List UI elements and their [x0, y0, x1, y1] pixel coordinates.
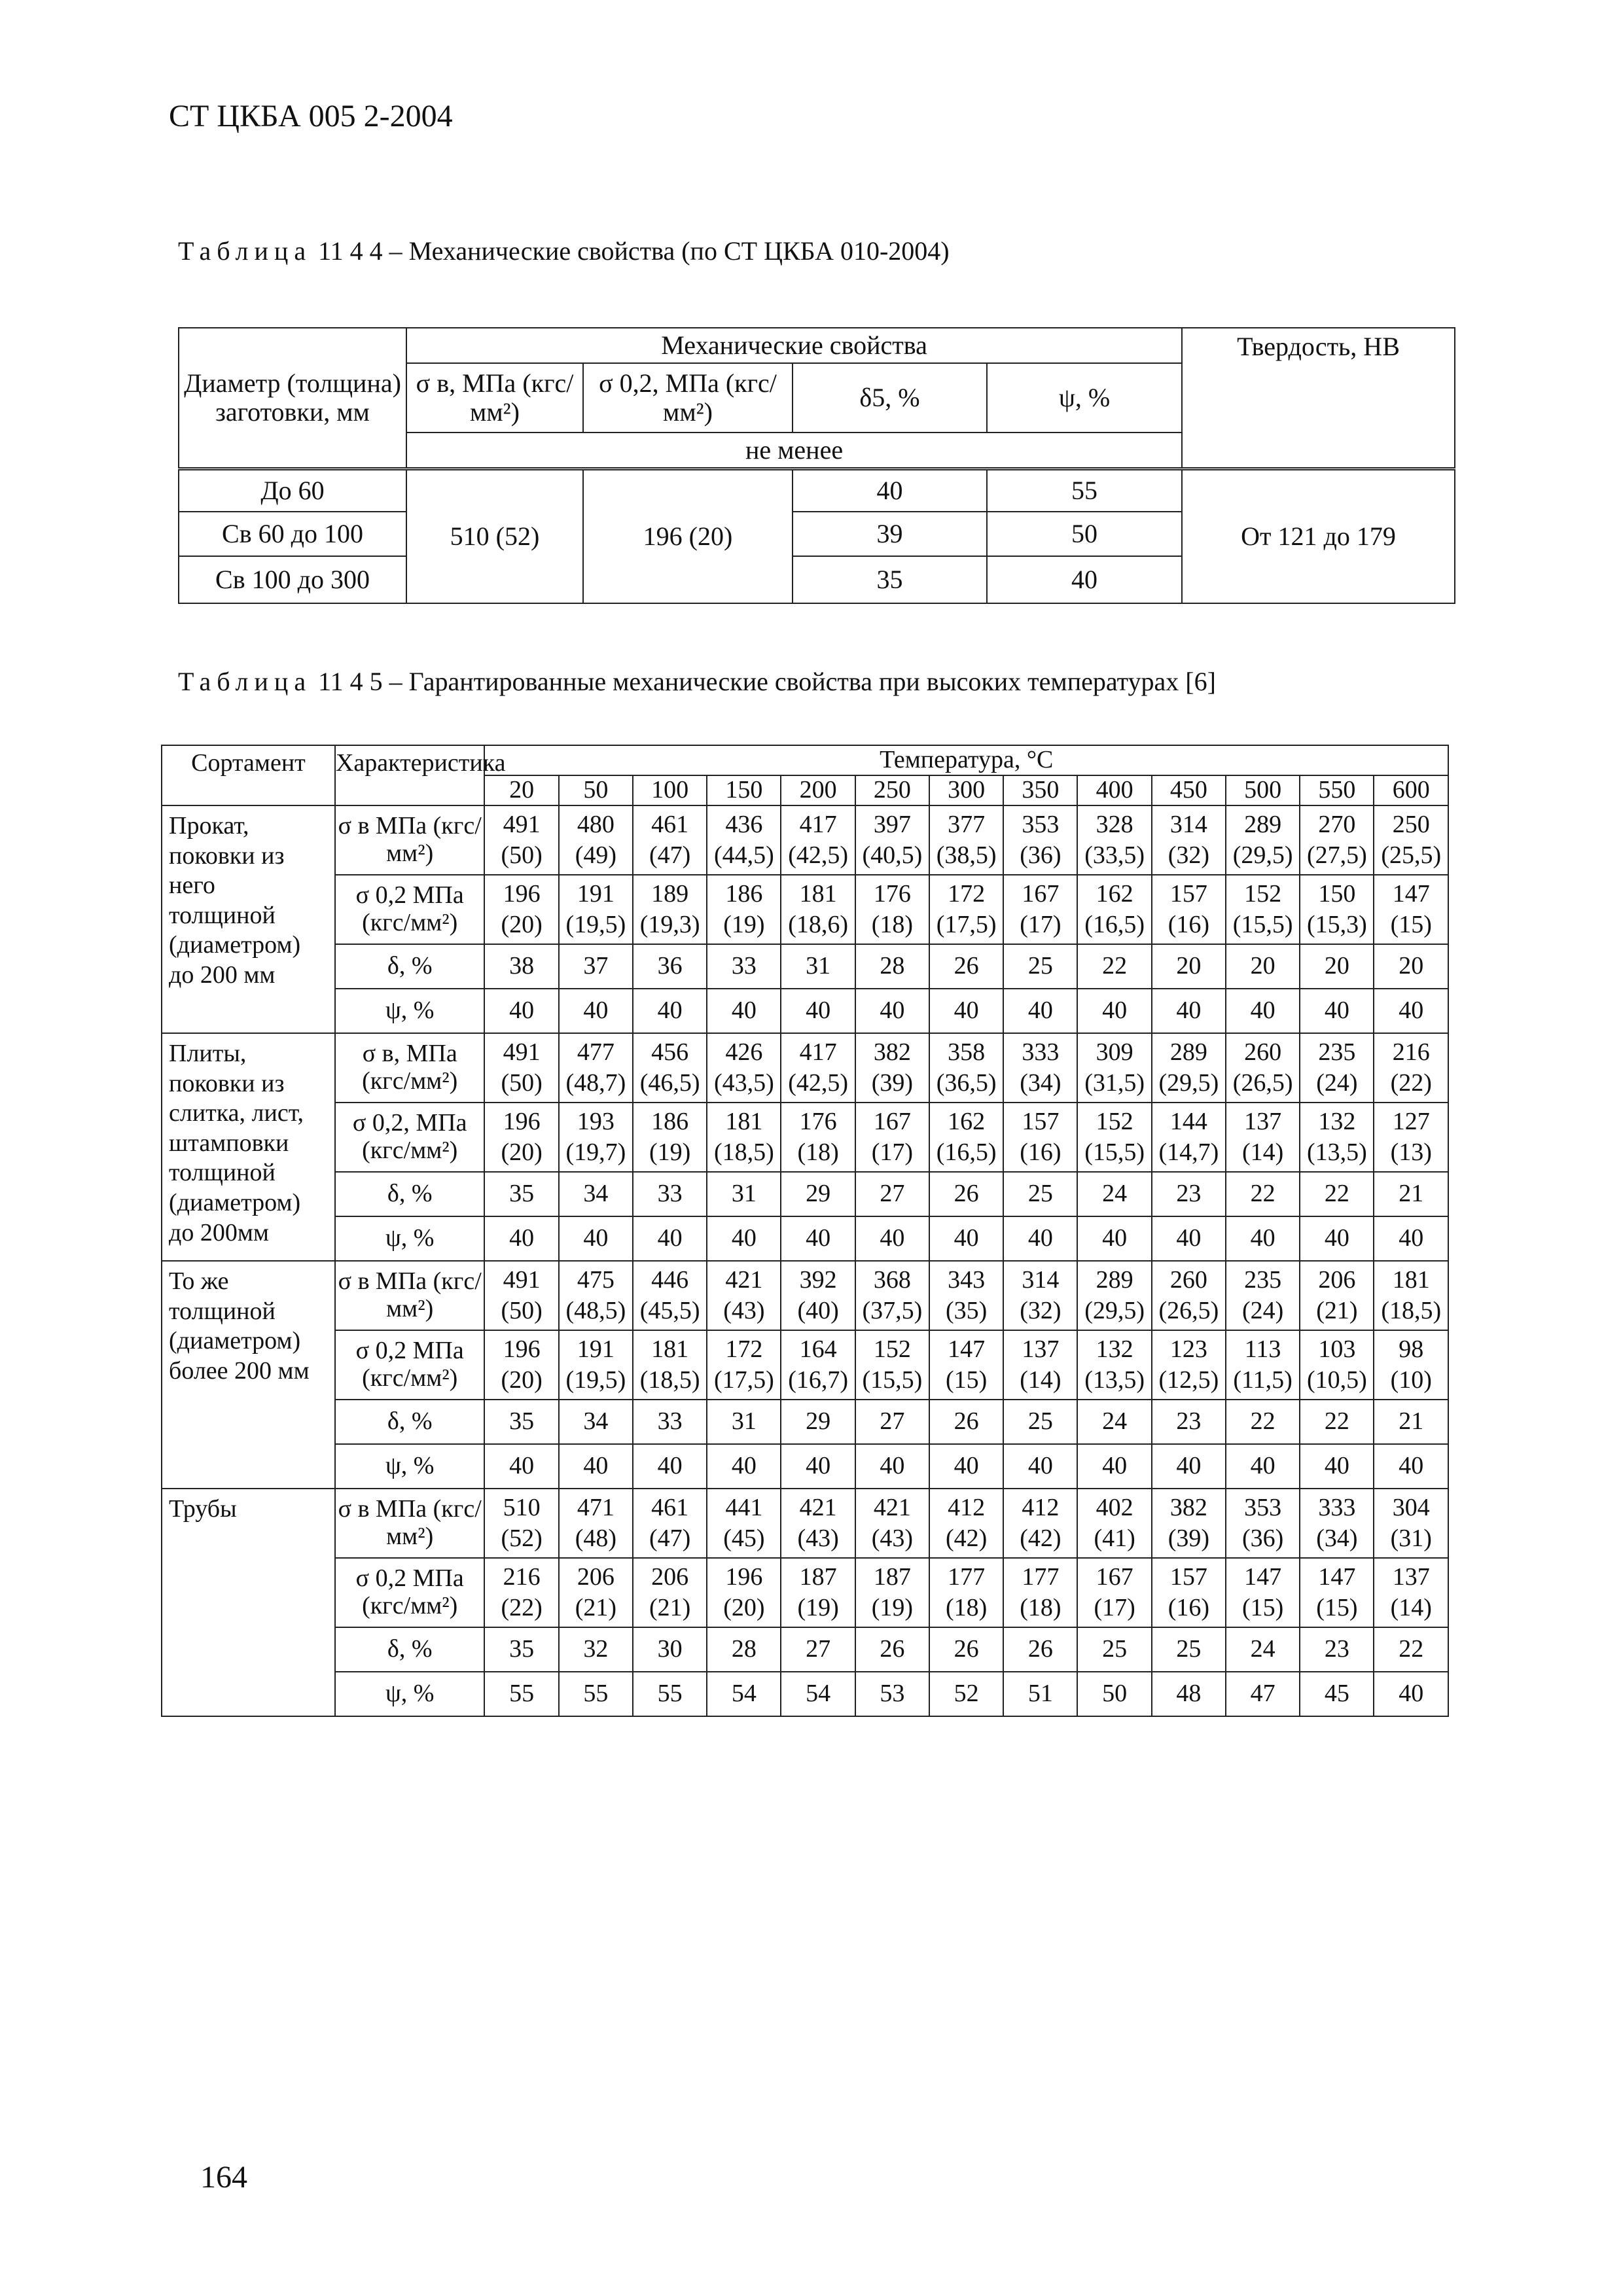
- value-cell: 417 (42,5): [781, 1033, 855, 1103]
- value-cell: 270 (27,5): [1300, 805, 1374, 875]
- value-cell: 309 (31,5): [1077, 1033, 1151, 1103]
- value-cell: 172 (17,5): [707, 1330, 781, 1400]
- value-cell: 314 (32): [1152, 805, 1226, 875]
- value-cell: 98 (10): [1374, 1330, 1448, 1400]
- temperature-header-cell: 150: [707, 775, 781, 805]
- value-cell: 475 (48,5): [559, 1261, 633, 1330]
- temperature-header-cell: 550: [1300, 775, 1374, 805]
- col-header-sigma-b: σ в, МПа (кгс/мм²): [406, 363, 583, 433]
- col-header-sortament: Сортамент: [162, 745, 335, 805]
- value-cell: 40: [1003, 1216, 1077, 1261]
- value-cell: 40: [559, 1444, 633, 1489]
- value-cell: 177 (18): [1003, 1558, 1077, 1627]
- value-cell: 157 (16): [1003, 1103, 1077, 1172]
- characteristic-cell: ψ, %: [335, 989, 485, 1033]
- value-cell: 343 (35): [929, 1261, 1003, 1330]
- value-cell: 20: [1374, 944, 1448, 989]
- value-cell: 260 (26,5): [1226, 1033, 1300, 1103]
- value-cell: 157 (16): [1152, 875, 1226, 944]
- value-cell: 40: [929, 1216, 1003, 1261]
- row-label-diameter: Св 60 до 100: [179, 512, 406, 556]
- value-cell: 22: [1374, 1627, 1448, 1672]
- value-cell: 189 (19,3): [633, 875, 707, 944]
- value-cell: 147 (15): [1300, 1558, 1374, 1627]
- value-cell: 21: [1374, 1400, 1448, 1444]
- value-cell: 40: [1077, 1216, 1151, 1261]
- value-cell: 196 (20): [707, 1558, 781, 1627]
- table2-caption: [178, 666, 1216, 697]
- value-cell: 40: [1374, 1216, 1448, 1261]
- value-cell: 216 (22): [484, 1558, 558, 1627]
- characteristic-cell: δ, %: [335, 1172, 485, 1216]
- characteristic-cell: σ 0,2, МПа (кгс/мм²): [335, 1103, 485, 1172]
- psi-value: 40: [987, 556, 1182, 603]
- value-cell: 150 (15,3): [1300, 875, 1374, 944]
- table-row: [162, 1261, 1448, 1330]
- characteristic-cell: σ в МПа (кгс/мм²): [335, 1261, 485, 1330]
- value-cell: 52: [929, 1672, 1003, 1716]
- value-cell: 40: [855, 989, 929, 1033]
- sortament-cell: Прокат, поковки из него толщиной (диаметром) до 200 мм: [162, 805, 335, 1033]
- value-cell: 22: [1300, 1172, 1374, 1216]
- value-cell: 22: [1226, 1400, 1300, 1444]
- value-cell: 24: [1226, 1627, 1300, 1672]
- value-cell: 368 (37,5): [855, 1261, 929, 1330]
- value-cell: 40: [707, 989, 781, 1033]
- value-cell: 113 (11,5): [1226, 1330, 1300, 1400]
- value-cell: 27: [855, 1172, 929, 1216]
- table-row: [162, 1558, 1448, 1627]
- value-cell: 34: [559, 1400, 633, 1444]
- value-cell: 137 (14): [1003, 1330, 1077, 1400]
- value-cell: 162 (16,5): [1077, 875, 1151, 944]
- value-cell: 25: [1003, 1400, 1077, 1444]
- value-cell: 35: [484, 1627, 558, 1672]
- value-cell: 328 (33,5): [1077, 805, 1151, 875]
- value-cell: 152 (15,5): [1226, 875, 1300, 944]
- value-cell: 123 (12,5): [1152, 1330, 1226, 1400]
- value-cell: 382 (39): [1152, 1489, 1226, 1558]
- table1-caption: [178, 236, 950, 266]
- col-header-temperature: Температура, °С: [484, 745, 1448, 775]
- value-cell: 152 (15,5): [855, 1330, 929, 1400]
- characteristic-cell: σ 0,2 МПа (кгс/мм²): [335, 875, 485, 944]
- value-cell: 147 (15): [1374, 875, 1448, 944]
- value-cell: 164 (16,7): [781, 1330, 855, 1400]
- sigma-b-value: 510 (52): [406, 469, 583, 604]
- temperature-header-cell: 200: [781, 775, 855, 805]
- value-cell: 191 (19,5): [559, 1330, 633, 1400]
- temperature-header-cell: 350: [1003, 775, 1077, 805]
- table2-caption-word: Таблица: [178, 667, 312, 696]
- col-header-characteristic: Характеристика: [335, 745, 485, 805]
- value-cell: 426 (43,5): [707, 1033, 781, 1103]
- value-cell: 196 (20): [484, 875, 558, 944]
- value-cell: 441 (45): [707, 1489, 781, 1558]
- value-cell: 22: [1077, 944, 1151, 989]
- table1-caption-word: Таблица: [178, 236, 312, 266]
- value-cell: 20: [1152, 944, 1226, 989]
- table-row: [162, 1216, 1448, 1261]
- value-cell: 176 (18): [855, 875, 929, 944]
- value-cell: 289 (29,5): [1077, 1261, 1151, 1330]
- value-cell: 40: [1077, 1444, 1151, 1489]
- value-cell: 392 (40): [781, 1261, 855, 1330]
- value-cell: 137 (14): [1374, 1558, 1448, 1627]
- table-row: [162, 1489, 1448, 1558]
- value-cell: 40: [1374, 1672, 1448, 1716]
- col-header-mech-group: Механические свойства: [406, 328, 1182, 363]
- value-cell: 37: [559, 944, 633, 989]
- not-less-label: не менее: [406, 433, 1182, 469]
- value-cell: 206 (21): [1300, 1261, 1374, 1330]
- col-header-hardness: Твердость, НВ: [1182, 328, 1455, 469]
- table-row: [162, 944, 1448, 989]
- value-cell: 216 (22): [1374, 1033, 1448, 1103]
- table-row: [162, 1172, 1448, 1216]
- value-cell: 47: [1226, 1672, 1300, 1716]
- table1-caption-text: 11 4 4 – Механические свойства (по СТ ЦКБА 010-2004): [318, 236, 950, 266]
- value-cell: 40: [1152, 989, 1226, 1033]
- value-cell: 167 (17): [1003, 875, 1077, 944]
- value-cell: 461 (47): [633, 805, 707, 875]
- delta5-value: 35: [793, 556, 987, 603]
- value-cell: 40: [1374, 1444, 1448, 1489]
- value-cell: 181 (18,6): [781, 875, 855, 944]
- value-cell: 421 (43): [855, 1489, 929, 1558]
- value-cell: 40: [484, 1444, 558, 1489]
- row-label-diameter: До 60: [179, 469, 406, 512]
- value-cell: 353 (36): [1003, 805, 1077, 875]
- value-cell: 26: [929, 1400, 1003, 1444]
- value-cell: 191 (19,5): [559, 875, 633, 944]
- value-cell: 40: [855, 1216, 929, 1261]
- value-cell: 40: [1226, 989, 1300, 1033]
- value-cell: 250 (25,5): [1374, 805, 1448, 875]
- high-temperature-properties-table: [161, 745, 1449, 1717]
- value-cell: 40: [1152, 1444, 1226, 1489]
- value-cell: 314 (32): [1003, 1261, 1077, 1330]
- value-cell: 196 (20): [484, 1330, 558, 1400]
- value-cell: 33: [707, 944, 781, 989]
- value-cell: 176 (18): [781, 1103, 855, 1172]
- value-cell: 235 (24): [1226, 1261, 1300, 1330]
- value-cell: 40: [1226, 1444, 1300, 1489]
- value-cell: 32: [559, 1627, 633, 1672]
- value-cell: 491 (50): [484, 1261, 558, 1330]
- sortament-cell: Трубы: [162, 1489, 335, 1716]
- value-cell: 35: [484, 1172, 558, 1216]
- value-cell: 260 (26,5): [1152, 1261, 1226, 1330]
- value-cell: 402 (41): [1077, 1489, 1151, 1558]
- col-header-diameter: Диаметр (толщина) заготовки, мм: [179, 328, 406, 469]
- value-cell: 172 (17,5): [929, 875, 1003, 944]
- value-cell: 21: [1374, 1172, 1448, 1216]
- value-cell: 456 (46,5): [633, 1033, 707, 1103]
- sortament-cell: То же толщиной (диаметром) более 200 мм: [162, 1261, 335, 1489]
- temperature-header-cell: 50: [559, 775, 633, 805]
- temperature-header-cell: 450: [1152, 775, 1226, 805]
- col-header-sigma-02: σ 0,2, МПа (кгс/мм²): [583, 363, 793, 433]
- value-cell: 167 (17): [855, 1103, 929, 1172]
- characteristic-cell: σ в МПа (кгс/мм²): [335, 1489, 485, 1558]
- value-cell: 40: [781, 1216, 855, 1261]
- value-cell: 147 (15): [929, 1330, 1003, 1400]
- delta5-value: 39: [793, 512, 987, 556]
- value-cell: 40: [929, 1444, 1003, 1489]
- value-cell: 152 (15,5): [1077, 1103, 1151, 1172]
- value-cell: 477 (48,7): [559, 1033, 633, 1103]
- page-number: 164: [200, 2160, 247, 2195]
- value-cell: 51: [1003, 1672, 1077, 1716]
- value-cell: 27: [855, 1400, 929, 1444]
- value-cell: 187 (19): [855, 1558, 929, 1627]
- table-row: [162, 1627, 1448, 1672]
- col-header-delta5: δ5, %: [793, 363, 987, 433]
- value-cell: 40: [781, 1444, 855, 1489]
- value-cell: 127 (13): [1374, 1103, 1448, 1172]
- table-row: [162, 1672, 1448, 1716]
- value-cell: 22: [1300, 1400, 1374, 1444]
- value-cell: 54: [781, 1672, 855, 1716]
- value-cell: 186 (19): [707, 875, 781, 944]
- value-cell: 186 (19): [633, 1103, 707, 1172]
- value-cell: 26: [855, 1627, 929, 1672]
- characteristic-cell: ψ, %: [335, 1672, 485, 1716]
- value-cell: 40: [559, 1216, 633, 1261]
- value-cell: 40: [633, 1216, 707, 1261]
- value-cell: 421 (43): [781, 1489, 855, 1558]
- value-cell: 132 (13,5): [1077, 1330, 1151, 1400]
- value-cell: 38: [484, 944, 558, 989]
- value-cell: 45: [1300, 1672, 1374, 1716]
- table-row: [162, 1400, 1448, 1444]
- temperature-header-cell: 400: [1077, 775, 1151, 805]
- value-cell: 333 (34): [1003, 1033, 1077, 1103]
- sortament-cell: Плиты, поковки из слитка, лист, штамповки толщиной (диаметром) до 200мм: [162, 1033, 335, 1261]
- value-cell: 471 (48): [559, 1489, 633, 1558]
- value-cell: 26: [929, 1627, 1003, 1672]
- temperature-header-cell: 300: [929, 775, 1003, 805]
- value-cell: 40: [707, 1444, 781, 1489]
- temperature-header-cell: 20: [484, 775, 558, 805]
- value-cell: 55: [559, 1672, 633, 1716]
- value-cell: 289 (29,5): [1226, 805, 1300, 875]
- characteristic-cell: δ, %: [335, 1627, 485, 1672]
- table2-caption-text: 11 4 5 – Гарантированные механические свойства при высоких температурах [6]: [318, 667, 1216, 696]
- value-cell: 20: [1226, 944, 1300, 989]
- value-cell: 31: [781, 944, 855, 989]
- value-cell: 40: [1003, 1444, 1077, 1489]
- value-cell: 25: [1003, 1172, 1077, 1216]
- value-cell: 31: [707, 1400, 781, 1444]
- value-cell: 40: [1300, 1216, 1374, 1261]
- value-cell: 23: [1300, 1627, 1374, 1672]
- value-cell: 36: [633, 944, 707, 989]
- temperature-header-cell: 500: [1226, 775, 1300, 805]
- characteristic-cell: σ 0,2 МПа (кгс/мм²): [335, 1330, 485, 1400]
- col-header-psi: ψ, %: [987, 363, 1182, 433]
- value-cell: 40: [1152, 1216, 1226, 1261]
- value-cell: 55: [484, 1672, 558, 1716]
- value-cell: 40: [633, 1444, 707, 1489]
- value-cell: 289 (29,5): [1152, 1033, 1226, 1103]
- value-cell: 33: [633, 1400, 707, 1444]
- characteristic-cell: σ в МПа (кгс/мм²): [335, 805, 485, 875]
- characteristic-cell: ψ, %: [335, 1216, 485, 1261]
- value-cell: 40: [707, 1216, 781, 1261]
- value-cell: 491 (50): [484, 1033, 558, 1103]
- value-cell: 412 (42): [1003, 1489, 1077, 1558]
- value-cell: 20: [1300, 944, 1374, 989]
- value-cell: 40: [929, 989, 1003, 1033]
- value-cell: 40: [855, 1444, 929, 1489]
- value-cell: 34: [559, 1172, 633, 1216]
- value-cell: 446 (45,5): [633, 1261, 707, 1330]
- value-cell: 480 (49): [559, 805, 633, 875]
- temperature-header-cell: 100: [633, 775, 707, 805]
- temperature-header-cell: 600: [1374, 775, 1448, 805]
- value-cell: 333 (34): [1300, 1489, 1374, 1558]
- characteristic-cell: ψ, %: [335, 1444, 485, 1489]
- value-cell: 510 (52): [484, 1489, 558, 1558]
- value-cell: 28: [855, 944, 929, 989]
- value-cell: 26: [1003, 1627, 1077, 1672]
- value-cell: 167 (17): [1077, 1558, 1151, 1627]
- value-cell: 157 (16): [1152, 1558, 1226, 1627]
- value-cell: 33: [633, 1172, 707, 1216]
- value-cell: 491 (50): [484, 805, 558, 875]
- value-cell: 187 (19): [781, 1558, 855, 1627]
- value-cell: 53: [855, 1672, 929, 1716]
- value-cell: 26: [929, 944, 1003, 989]
- value-cell: 417 (42,5): [781, 805, 855, 875]
- psi-value: 55: [987, 469, 1182, 512]
- value-cell: 24: [1077, 1172, 1151, 1216]
- value-cell: 40: [1077, 989, 1151, 1033]
- value-cell: 235 (24): [1300, 1033, 1374, 1103]
- table-row: [162, 1330, 1448, 1400]
- value-cell: 40: [1374, 989, 1448, 1033]
- value-cell: 28: [707, 1627, 781, 1672]
- delta5-value: 40: [793, 469, 987, 512]
- mechanical-properties-table: [178, 327, 1455, 604]
- value-cell: 40: [484, 989, 558, 1033]
- value-cell: 40: [484, 1216, 558, 1261]
- value-cell: 304 (31): [1374, 1489, 1448, 1558]
- value-cell: 40: [633, 989, 707, 1033]
- psi-value: 50: [987, 512, 1182, 556]
- value-cell: 181 (18,5): [1374, 1261, 1448, 1330]
- value-cell: 353 (36): [1226, 1489, 1300, 1558]
- value-cell: 382 (39): [855, 1033, 929, 1103]
- value-cell: 436 (44,5): [707, 805, 781, 875]
- table-row: [162, 1444, 1448, 1489]
- value-cell: 23: [1152, 1172, 1226, 1216]
- value-cell: 144 (14,7): [1152, 1103, 1226, 1172]
- value-cell: 181 (18,5): [633, 1330, 707, 1400]
- value-cell: 23: [1152, 1400, 1226, 1444]
- value-cell: 137 (14): [1226, 1103, 1300, 1172]
- value-cell: 147 (15): [1226, 1558, 1300, 1627]
- value-cell: 29: [781, 1172, 855, 1216]
- value-cell: 162 (16,5): [929, 1103, 1003, 1172]
- value-cell: 196 (20): [484, 1103, 558, 1172]
- characteristic-cell: σ в, МПа (кгс/мм²): [335, 1033, 485, 1103]
- value-cell: 25: [1003, 944, 1077, 989]
- value-cell: 54: [707, 1672, 781, 1716]
- value-cell: 50: [1077, 1672, 1151, 1716]
- value-cell: 377 (38,5): [929, 805, 1003, 875]
- characteristic-cell: σ 0,2 МПа (кгс/мм²): [335, 1558, 485, 1627]
- table-row: [162, 875, 1448, 944]
- value-cell: 27: [781, 1627, 855, 1672]
- value-cell: 24: [1077, 1400, 1151, 1444]
- value-cell: 22: [1226, 1172, 1300, 1216]
- value-cell: 40: [1300, 1444, 1374, 1489]
- document-header: СТ ЦКБА 005 2-2004: [169, 99, 453, 133]
- value-cell: 25: [1152, 1627, 1226, 1672]
- value-cell: 412 (42): [929, 1489, 1003, 1558]
- value-cell: 193 (19,7): [559, 1103, 633, 1172]
- value-cell: 177 (18): [929, 1558, 1003, 1627]
- value-cell: 40: [559, 989, 633, 1033]
- row-label-diameter: Св 100 до 300: [179, 556, 406, 603]
- value-cell: 35: [484, 1400, 558, 1444]
- value-cell: 25: [1077, 1627, 1151, 1672]
- value-cell: 103 (10,5): [1300, 1330, 1374, 1400]
- value-cell: 30: [633, 1627, 707, 1672]
- value-cell: 421 (43): [707, 1261, 781, 1330]
- sigma-02-value: 196 (20): [583, 469, 793, 604]
- value-cell: 40: [1226, 1216, 1300, 1261]
- table-row: [162, 1103, 1448, 1172]
- temperature-header-cell: 250: [855, 775, 929, 805]
- value-cell: 26: [929, 1172, 1003, 1216]
- value-cell: 48: [1152, 1672, 1226, 1716]
- value-cell: 40: [1300, 989, 1374, 1033]
- hardness-value: От 121 до 179: [1182, 469, 1455, 604]
- value-cell: 358 (36,5): [929, 1033, 1003, 1103]
- value-cell: 40: [781, 989, 855, 1033]
- characteristic-cell: δ, %: [335, 1400, 485, 1444]
- value-cell: 40: [1003, 989, 1077, 1033]
- value-cell: 181 (18,5): [707, 1103, 781, 1172]
- value-cell: 29: [781, 1400, 855, 1444]
- value-cell: 206 (21): [559, 1558, 633, 1627]
- value-cell: 31: [707, 1172, 781, 1216]
- table-row: [162, 1033, 1448, 1103]
- value-cell: 206 (21): [633, 1558, 707, 1627]
- characteristic-cell: δ, %: [335, 944, 485, 989]
- table-row: [162, 989, 1448, 1033]
- value-cell: 132 (13,5): [1300, 1103, 1374, 1172]
- table-row: [162, 805, 1448, 875]
- value-cell: 55: [633, 1672, 707, 1716]
- value-cell: 397 (40,5): [855, 805, 929, 875]
- value-cell: 461 (47): [633, 1489, 707, 1558]
